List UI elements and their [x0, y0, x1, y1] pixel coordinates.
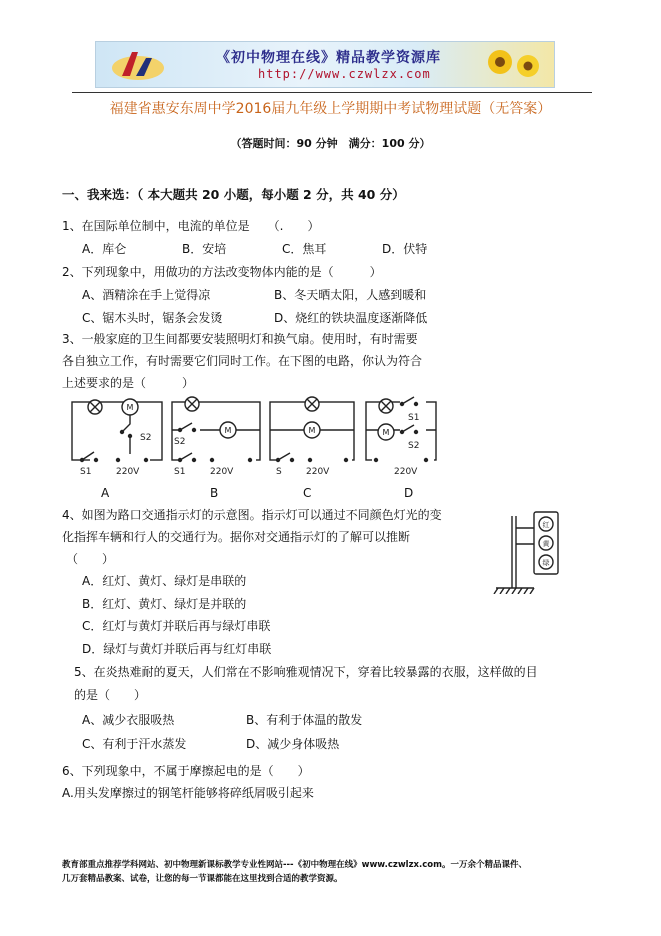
q3-line2: 各自独立工作，有时需要它们同时工作。在下图的电路，你认为符合 — [62, 354, 423, 368]
motor-label-a: M — [126, 403, 134, 412]
circuit-caption-c: C — [303, 486, 312, 500]
page-footer — [62, 858, 622, 886]
label-c-s: S — [276, 467, 282, 477]
q2-option-a: A、酒精涂在手上觉得凉 — [82, 288, 211, 302]
header-rule — [72, 92, 592, 93]
q5-option-b: B、有利于体温的散发 — [246, 713, 363, 727]
light-red-label: 红 — [542, 521, 550, 529]
q3-circuit-diagrams — [60, 392, 470, 482]
label-d-220v: 220V — [394, 467, 418, 477]
sunflower-icon — [478, 46, 548, 84]
q5-option-c: C、有利于汗水蒸发 — [82, 737, 187, 751]
q1-option-b: B．安培 — [182, 242, 227, 256]
header-banner — [95, 41, 555, 88]
label-a-s1: S1 — [80, 467, 92, 477]
section-heading: 一、我来选：（ 本大题共 20 小题，每小题 2 分，共 40 分） — [62, 187, 405, 202]
label-d-s1: S1 — [408, 413, 420, 423]
q2-stem: 2、下列现象中，用做功的方法改变物体内能的是（ ） — [62, 265, 382, 279]
circuit-caption-d: D — [404, 486, 414, 500]
circuit-b — [172, 397, 260, 466]
q1-option-c: C．焦耳 — [282, 242, 327, 256]
light-yellow-label: 黄 — [542, 540, 550, 548]
document-title: 福建省惠安东周中学2016届九年级上学期期中考试物理试题（无答案） — [109, 101, 552, 117]
q2-option-d: D、烧红的铁块温度逐渐降低 — [274, 311, 428, 325]
site-logo-icon — [108, 46, 168, 84]
q4-option-a: A．红灯、黄灯、绿灯是串联的 — [82, 574, 247, 588]
q6-stem: 6、下列现象中，不属于摩擦起电的是（ ） — [62, 764, 310, 778]
q4-option-b: B．红灯、黄灯、绿灯是并联的 — [82, 597, 247, 611]
q5-line2: 的是（ ） — [74, 688, 147, 702]
traffic-light-figure — [490, 508, 570, 594]
q4-line3: （ ） — [66, 552, 115, 566]
q2-option-b: B、冬天晒太阳，人感到暖和 — [274, 288, 427, 302]
label-b-s1: S1 — [174, 467, 186, 477]
footer-line-2: 几万套精品教案、试卷，让您的每一节课都能在这里找到合适的教学资源。 — [62, 874, 343, 884]
q5-option-a: A、减少衣服吸热 — [82, 713, 175, 727]
banner-url: http://www.czwlzx.com — [258, 67, 431, 81]
label-d-s2: S2 — [408, 441, 420, 451]
label-b-s2: S2 — [174, 437, 186, 447]
label-a-220v: 220V — [116, 467, 140, 477]
q2-option-c: C、锯木头时，锯条会发烫 — [82, 311, 223, 325]
motor-label-d: M — [382, 428, 390, 437]
circuit-d — [366, 397, 436, 466]
q4-option-c: C．红灯与黄灯并联后再与绿灯串联 — [82, 619, 271, 633]
circuit-caption-b: B — [210, 486, 219, 500]
q6-option-a: A.用头发摩擦过的钢笔杆能够将碎纸屑吸引起来 — [62, 786, 314, 800]
q5-option-d: D、减少身体吸热 — [246, 737, 340, 751]
q1-option-a: A．库仑 — [82, 242, 127, 256]
exam-info: （答题时间：90 分钟 满分：100 分） — [230, 137, 431, 150]
motor-label-b: M — [224, 426, 232, 435]
label-a-s2: S2 — [140, 433, 152, 443]
label-b-220v: 220V — [210, 467, 234, 477]
q4-line2: 化指挥车辆和行人的交通行为。据你对交通指示灯的了解可以推断 — [62, 530, 411, 544]
q4-option-d: D．绿灯与黄灯并联后再与红灯串联 — [82, 642, 272, 656]
label-c-220v: 220V — [306, 467, 330, 477]
q4-line1: 4、如图为路口交通指示灯的示意图。指示灯可以通过不同颜色灯光的变 — [62, 508, 442, 522]
motor-label-c: M — [308, 426, 316, 435]
banner-title: 《初中物理在线》精品教学资源库 — [216, 50, 441, 66]
q1-option-d: D．伏特 — [382, 242, 428, 256]
light-green-label: 绿 — [542, 559, 550, 567]
circuit-caption-a: A — [101, 486, 110, 500]
q1-stem: 1、在国际单位制中，电流的单位是 （. ） — [62, 219, 320, 233]
footer-line-1: 教育部重点推荐学科网站、初中物理新课标教学专业性网站---《初中物理在线》www.czwlzx.com。一万余个精品课件、 — [62, 860, 527, 870]
q3-line3: 上述要求的是（ ） — [62, 376, 195, 390]
q5-line1: 5、在炎热难耐的夏天，人们常在不影响雅观情况下，穿着比较暴露的衣服，这样做的目 — [74, 665, 538, 679]
q3-line1: 3、一般家庭的卫生间都要安装照明灯和换气扇。使用时，有时需要 — [62, 332, 418, 346]
